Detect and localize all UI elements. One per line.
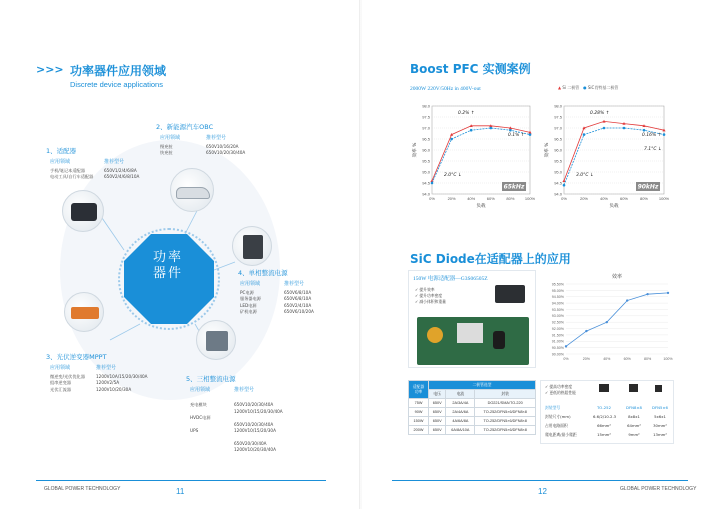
table-head-adapter: 适配器 功率 <box>409 381 429 399</box>
section-2-title: 2、新能源汽车OBC <box>156 123 214 131</box>
x-tick-label: 100% <box>663 357 673 361</box>
title-arrows: >>> <box>36 63 64 76</box>
pcb-heatsink <box>457 323 483 343</box>
section-3-title: 3、光伏逆变器MPPT <box>46 353 107 361</box>
y-tick-label: 95.00% <box>551 288 564 293</box>
pkg-point: ✓ 提高功率密度 <box>545 384 573 389</box>
section-1-apps <box>50 168 106 181</box>
x-tick-label: 40% <box>603 357 611 361</box>
section-4-model: 650V6/8/10A <box>284 296 312 302</box>
efficiency-chart <box>540 270 674 368</box>
section-5-model: 650V10/20/30/40A 1200V10/15/20/30/40A <box>234 402 283 414</box>
series-point <box>626 299 628 301</box>
table-cell: TO-252/DFN5×6/DFN8×8 <box>475 426 536 435</box>
section-4-head-model: 推荐型号 <box>284 281 305 287</box>
pkg-row-label: 占用电路面积 <box>545 423 568 428</box>
pcb-transformer <box>427 327 443 343</box>
table-cell: 650V <box>429 408 446 417</box>
series-point <box>583 133 586 136</box>
table-cell: 2A/3A/4A <box>446 399 475 408</box>
annotation: 0.28% ↑ <box>590 111 610 116</box>
x-tick-label: 0% <box>563 357 569 361</box>
y-tick-label: 91.50% <box>551 333 564 338</box>
pkg-row-label: 爬电距离/最小爬距 <box>545 432 577 437</box>
annotation: 7.1°C ↓ <box>644 147 662 152</box>
section-4-models <box>284 290 344 316</box>
adapter-point: ✓ 减小体积和重量 <box>415 299 446 304</box>
y-tick-label: 96.5 <box>422 136 430 142</box>
pkg-val: 13mm² <box>653 432 667 437</box>
y-tick-label: 95.0 <box>554 169 562 175</box>
section-4-model: 650V6/8/10A <box>284 290 312 295</box>
section-1-app: 电动工具/自行车适配器 <box>50 174 94 180</box>
y-axis-label: 效率 % <box>545 142 550 158</box>
table-row <box>409 399 536 408</box>
section-5-app: UPS <box>190 428 199 433</box>
x-tick-label: 60% <box>486 196 495 201</box>
y-tick-label: 91.00% <box>551 339 564 344</box>
table-cell: DO221/SMA/TO-220 <box>475 399 536 408</box>
legend-sic: SiC肖特基二极管 <box>587 85 619 90</box>
section-4-model: 650V2/4/10A <box>284 302 312 308</box>
section-3-model: 1200V10A/15/20/30/40A <box>96 374 148 379</box>
footer-line <box>36 480 326 481</box>
table-subhead: 封装 <box>475 390 536 399</box>
footer-brand: GLOBAL POWER TECHNOLOGY <box>620 486 697 492</box>
pkg-point: ✓ 更低的热阻性能 <box>545 390 576 395</box>
pcb-capacitor <box>493 331 505 349</box>
section-1-head-app: 应用领域 <box>50 159 71 165</box>
section-3-model: 1200V2/5A <box>96 380 120 386</box>
y-tick-label: 95.50% <box>551 282 564 287</box>
pkg-val: 64mm² <box>627 423 641 428</box>
pkg-val: 9mm² <box>628 432 640 437</box>
table-cell: 2A/4A/6A <box>446 408 475 417</box>
pkg-val: 8x8x1 <box>628 414 640 419</box>
pkg-col: DFN8×8 <box>626 405 642 410</box>
section-2-models <box>206 144 276 157</box>
page-title: 功率器件应用领域 <box>70 64 167 78</box>
x-tick-label: 40% <box>467 196 476 201</box>
y-tick-label: 97.5 <box>554 114 562 120</box>
section-5-title: 5、三相整流电源 <box>186 375 236 383</box>
table-cell: 75W <box>409 399 429 408</box>
table-row <box>409 417 536 426</box>
table-cell: 90W <box>409 408 429 417</box>
annotation: 0.1% ↑ <box>508 133 525 138</box>
page-number: 12 <box>538 487 547 496</box>
footer-brand: GLOBAL POWER TECHNOLOGY <box>44 486 121 492</box>
section-2-head-model: 推荐型号 <box>206 135 227 141</box>
inverter-image <box>64 292 104 332</box>
pfc-chart-65khz <box>410 96 538 216</box>
pkg-val: 66mm² <box>597 423 611 428</box>
diode-table <box>408 380 536 435</box>
section-5-apps <box>190 398 234 437</box>
table-cell: TO-252/DFN5×6/DFN8×8 <box>475 417 536 426</box>
section-5-app: 充电模块 <box>190 402 207 407</box>
series-point <box>606 321 608 323</box>
section-5-head-model: 推荐型号 <box>234 387 255 393</box>
y-axis-label: 效率 % <box>413 142 418 158</box>
x-tick-label: 20% <box>579 196 589 201</box>
section-4-app: LED电源 <box>240 302 257 308</box>
boost-pfc-title: Boost PFC 实测案例 <box>410 62 531 76</box>
y-tick-label: 92.00% <box>551 326 564 331</box>
series-point <box>603 127 606 130</box>
x-tick-label: 100% <box>658 196 670 201</box>
table-subhead: 电压 <box>429 390 446 399</box>
section-1-head-model: 推荐型号 <box>104 159 125 165</box>
section-1-model: 650V1/2/4/6/8A <box>104 168 137 173</box>
annotation: 3.0°C ↓ <box>576 173 594 178</box>
adapter-caption: 150W 电源适配器—G3S06505Z <box>413 276 488 282</box>
section-4-apps <box>240 290 284 316</box>
y-tick-label: 96.5 <box>554 136 562 142</box>
series-point <box>585 330 587 332</box>
pkg-points <box>545 384 576 396</box>
section-4-app: 矿机电源 <box>240 309 257 315</box>
y-tick-label: 94.5 <box>554 180 562 186</box>
section-5-model: 650V10/20/30/40A 1200V10/15/20/30A <box>234 421 276 434</box>
table-cell: TO-252/DFN5×6/DFN8×8 <box>475 408 536 417</box>
table-row <box>409 408 536 417</box>
section-5-app: HVDC电源 <box>190 415 211 420</box>
annotation: 0.2% ↑ <box>458 111 475 116</box>
series-point <box>470 129 473 132</box>
table-row <box>409 426 536 435</box>
table-header-row <box>409 381 536 390</box>
pkg-val: 15mm² <box>597 432 611 437</box>
table-subhead: 电流 <box>446 390 475 399</box>
three-phase-image <box>196 320 236 360</box>
pfc-caption: 2000W 220V/50Hz in 400V-out <box>410 86 481 92</box>
table-cell: 4A/6A/8A <box>446 417 475 426</box>
sic-diode-title: SiC Diode在适配器上的应用 <box>410 252 571 266</box>
y-tick-label: 95.5 <box>422 158 430 164</box>
car-image <box>170 168 214 212</box>
table-cell: 200W <box>409 426 429 435</box>
series-line <box>566 293 668 346</box>
adapter-image <box>62 190 104 232</box>
y-tick-label: 90.00% <box>551 352 564 357</box>
legend-si: Si 二极管 <box>562 85 580 90</box>
series-point <box>646 293 648 295</box>
series-point <box>563 184 566 187</box>
x-tick-label: 60% <box>619 196 629 201</box>
section-3-app: 组串逆变器 <box>50 380 71 386</box>
x-tick-label: 100% <box>524 196 536 201</box>
y-tick-label: 90.50% <box>551 346 564 351</box>
center-label: 功率器件 <box>152 250 183 281</box>
section-2-model: 650V10/16/20A <box>206 144 239 149</box>
x-tick-label: 20% <box>582 357 591 361</box>
y-tick-label: 94.50% <box>551 295 564 300</box>
section-3-head-model: 推荐型号 <box>96 365 117 371</box>
y-tick-label: 92.50% <box>551 320 564 325</box>
adapter-product <box>495 285 525 303</box>
pfc-chart-90khz <box>542 96 672 216</box>
pkg-val: 6.6/2/10.2.3 <box>593 414 617 419</box>
annotation: 2.0°C ↓ <box>444 173 462 178</box>
series-point <box>623 127 626 130</box>
table-cell: 650V <box>429 399 446 408</box>
pkg-dfn88-image <box>629 384 638 392</box>
series-point <box>565 345 567 347</box>
y-tick-label: 97.5 <box>422 114 430 120</box>
y-tick-label: 97.0 <box>554 125 562 131</box>
table-cell: 150W <box>409 417 429 426</box>
adapter-pcb <box>417 317 529 365</box>
frequency-badge-label: 65kHz <box>503 183 525 191</box>
table-head-group: 二极管选型 <box>429 381 536 390</box>
table-cell: 650V <box>429 417 446 426</box>
pkg-val: 5x6x1 <box>654 414 666 419</box>
section-1-model: 650V2/4/6/8/10A <box>104 174 140 180</box>
table-subheader-row <box>409 390 536 399</box>
section-4-app: PC电源 <box>240 290 254 295</box>
pkg-val: 30mm² <box>653 423 667 428</box>
y-tick-label: 97.0 <box>422 125 430 131</box>
power-supply-image <box>232 226 272 266</box>
y-tick-label: 96.0 <box>422 147 430 153</box>
annotation: 0.16% ↑ <box>642 133 662 138</box>
series-point <box>450 138 453 141</box>
pkg-row-label: 封装尺寸(mm) <box>545 414 571 419</box>
section-4-model: 650V6/10/20A <box>284 309 314 315</box>
page-number: 11 <box>176 487 185 496</box>
section-3-app: 微逆变/光伏优化器 <box>50 374 85 379</box>
legend-si-marker: ▲ <box>558 85 562 90</box>
y-tick-label: 98.0 <box>554 103 562 109</box>
x-tick-label: 60% <box>623 357 631 361</box>
x-tick-label: 80% <box>643 357 652 361</box>
series-point <box>509 129 512 132</box>
right-page <box>362 0 720 509</box>
adapter-point: ✓ 提升功率密度 <box>415 293 443 298</box>
section-3-head-app: 应用领域 <box>50 365 71 371</box>
section-1-title: 1、适配器 <box>46 147 77 155</box>
section-4-head-app: 应用领域 <box>240 281 261 287</box>
y-tick-label: 93.50% <box>551 307 564 312</box>
pkg-col: TO-252 <box>596 405 612 410</box>
page-subtitle: Discrete device applications <box>70 80 163 89</box>
section-2-head-app: 应用领域 <box>160 135 181 141</box>
legend-sic-marker: ● <box>583 85 587 90</box>
x-tick-label: 80% <box>506 196 515 201</box>
pkg-title: 封装型号 <box>545 405 561 410</box>
series-point <box>529 133 532 136</box>
y-tick-label: 94.0 <box>554 191 562 197</box>
pkg-dfn56-image <box>655 385 662 392</box>
x-axis-label: 负载 <box>609 204 619 209</box>
pkg-to252-image <box>599 384 609 392</box>
series-point <box>490 127 493 130</box>
pkg-col: DFN5×6 <box>652 405 668 410</box>
series-point <box>667 292 669 294</box>
x-tick-label: 0% <box>561 196 567 201</box>
y-tick-label: 94.00% <box>551 301 564 306</box>
section-5-model: 650V20/30/40A 1200V10/20/30/40A <box>234 440 276 453</box>
pfc-legend <box>558 85 618 91</box>
y-tick-label: 94.5 <box>422 180 430 186</box>
section-5-models <box>234 396 314 460</box>
footer-line <box>392 480 688 481</box>
section-4-app: 服务器电源 <box>240 296 261 302</box>
table-cell: 6A/8A/10A <box>446 426 475 435</box>
frequency-badge-label: 90kHz <box>637 183 659 191</box>
series-point <box>643 129 646 132</box>
section-3-apps <box>50 374 96 393</box>
section-3-model: 1200V10/20/30A <box>96 386 132 392</box>
adapter-photo-box <box>408 270 536 368</box>
adapter-point: ✓ 提升效率 <box>415 287 435 292</box>
section-1-models <box>104 168 164 181</box>
section-1-app: 手机/笔记本适配器 <box>50 168 85 173</box>
section-5-head-app: 应用领域 <box>190 387 211 393</box>
x-tick-label: 0% <box>429 196 435 201</box>
table-cell: 650V <box>429 426 446 435</box>
section-2-app: 快充桩 <box>160 150 173 156</box>
series-point <box>431 182 434 185</box>
package-box <box>540 380 674 444</box>
y-tick-label: 95.0 <box>422 169 430 175</box>
section-4-title: 4、单相整流电源 <box>238 269 288 277</box>
x-tick-label: 80% <box>639 196 649 201</box>
section-2-model: 650V10/20/30/40A <box>206 150 246 156</box>
x-tick-label: 20% <box>447 196 456 201</box>
y-tick-label: 94.0 <box>422 191 430 197</box>
chart-title: 效率 <box>611 274 623 280</box>
y-tick-label: 93.00% <box>551 314 564 319</box>
y-tick-label: 96.0 <box>554 147 562 153</box>
section-2-apps <box>160 144 204 157</box>
x-axis-label: 负载 <box>476 204 486 209</box>
section-2-app: 慢充桩 <box>160 144 173 149</box>
series-point <box>663 133 666 136</box>
y-tick-label: 98.0 <box>422 103 430 109</box>
section-3-models <box>96 374 166 393</box>
section-3-app: 光伏汇流器 <box>50 386 71 392</box>
x-tick-label: 40% <box>599 196 609 201</box>
adapter-points <box>415 287 446 305</box>
y-tick-label: 95.5 <box>554 158 562 164</box>
